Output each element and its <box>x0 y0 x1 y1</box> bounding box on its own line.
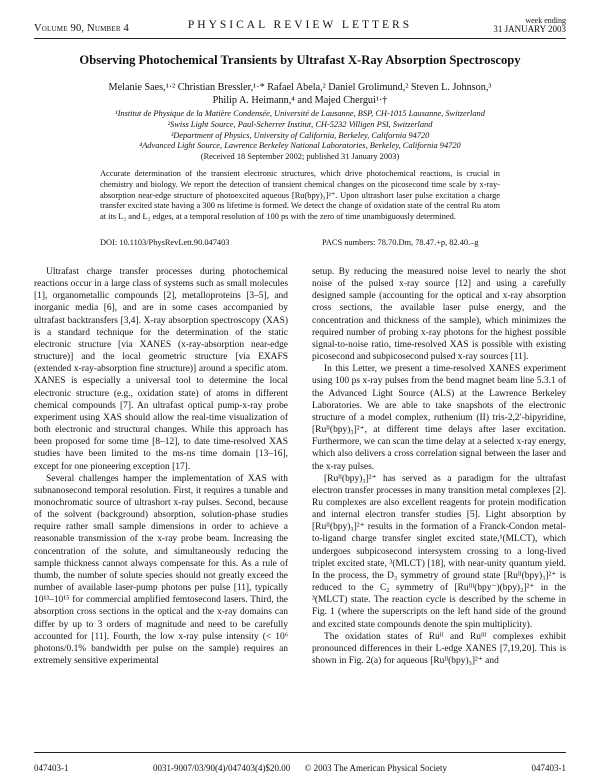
body-column-left <box>34 266 288 667</box>
footer-rule <box>34 752 566 753</box>
issue-date-block <box>493 16 566 34</box>
body-paragraph: Several challenges hamper the implementation of XAS with subnanosecond temporal resolution. First, it requires a tunable and monochromatic source of ultrashort x-ray pulses. Second, because of the solvent (background) absorption, solution-phase studies require rather small sample dimensions in order to achieve a reasonable transmission of the x-ray probe beam. Increasing the concentration of the solute, and simultaneously reducing the sample thickness cannot always compensate for this. As a rule of thumb, the number of solute species should not greatly exceed the number of available laser-pump photons per pulse [11], typically 10¹³–10¹⁵ for commercial amplified femtosecond lasers. Third, the absorption cross sections in the optical and the x-ray domains can differ by up to 3 orders of magnitude and need to be carefully accounted for [11]. Fourth, the low x-ray pulse intensity (< 10⁶ photons/0.1% bandwidth per pulse on the sample) requires an extremely sensitive experimental <box>34 473 288 666</box>
author-list <box>34 81 566 107</box>
footer-center <box>0 763 600 773</box>
header-rule <box>34 38 566 39</box>
page-number-right: 047403-1 <box>531 763 566 773</box>
received-date: (Received 18 September 2002; published 31 January 2003) <box>200 152 400 162</box>
abstract: Accurate determination of the transient electronic structures, which drive photochemical reactions, is crucial in chemistry and biology. We report the detection of transient chemical changes on the picosecond time scale by x-ray-absorption near-edge structure of photoexcited aqueous [Ru(bpy)₃]²⁺. Upon ultrashort laser pulse excitation a charge transfer excited state having a 300 ns lifetime is formed. We detect the change of oxidation state of the central Ru atom at its L₃ and L₂ edges, at a temporal resolution of 100 ps with the zero of time unambiguously determined. <box>100 169 500 222</box>
body-paragraph: In this Letter, we present a time-resolved XANES experiment using 100 ps x-ray pulses from the bend magnet beam line 5.3.1 of the Advanced Light Source (ALS) at the Lawrence Berkeley Laboratories. We are able to take snapshots of the electronic structure of a model complex, ruthenium (II) tris-2,2′-bipyridine, [Ruᴵᴵ(bpy)₃]²⁺, at different time delays after laser excitation. Furthermore, we can scan the time delay at a selected x-ray energy, which also delivers a cross correlation signal between the laser and the x-ray pulses. <box>312 364 566 472</box>
body-paragraph: Ultrafast charge transfer processes during photochemical reactions occur in a large class of systems such as small molecules [1], organometallic compounds [2], metalloproteins [3–5], and inorganic media [6], and are in some cases accompanied by ultrafast backtransfers [3,4]. X-ray absorption spectroscopy (XAS) is a standard technique for the determination of the static electronic structure [via XANES (x-ray-absorption near-edge structure)] and the local geometric structure [via EXAFS (extended x-ray-absorption fine structure)] around a specific atom. XANES is especially a universal tool to determine the local electronic structure (e.g., oxidation state) of atoms in different chemical compounds [7]. An ultrafast optical pump-x-ray probe experiment using XAS should allow the real-time visualization of both electronic and structural changes. While this approach has been proposed for some time [8–12], to date time-resolved XAS studies have been limited to the ms-ns time domain [13–16], except for one pioneering exception [17]. <box>34 267 288 472</box>
paper-title: Observing Photochemical Transients by Ultrafast X-Ray Absorption Spectroscopy <box>79 53 521 67</box>
article-code: 0031-9007/03/90(4)/047403(4)$20.00 <box>153 763 291 773</box>
pacs-numbers: PACS numbers: 78.70.Dm, 78.47.+p, 82.40.–g <box>322 238 479 247</box>
affiliations <box>34 109 566 163</box>
author-line: Philip A. Heimann,⁴ and Majed Chergui¹·† <box>212 95 388 106</box>
issue-date: 31 JANUARY 2003 <box>493 24 566 34</box>
affiliation: ²Swiss Light Source, Paul-Scherrer Institut, CH-5232 Villigen PSI, Switzerland <box>167 119 433 129</box>
page-number-left: 047403-1 <box>34 763 69 773</box>
body-paragraph: setup. By reducing the measured noise level to nearly the shot noise of the pulsed x-ray source [12] and using a carefully designed sample (accounting for the optical and x-ray absorption cross sections, the available laser pulse energy, and the concentration and thickness of the sample), which minimizes the required number of probing x-ray photons for the highest possible signal-to-noise ratio, time-resolved XAS is possible with existing picosecond and subpicosecond pulsed x-ray sources [11]. <box>312 267 566 363</box>
affiliation: ³Department of Physics, University of California, Berkeley, California 94720 <box>170 130 430 140</box>
journal-name: PHYSICAL REVIEW LETTERS <box>187 19 413 31</box>
copyright: © 2003 The American Physical Society <box>304 763 447 773</box>
body-paragraph: The oxidation states of Ruᴵᴵ and Ruᴵᴵᴵ complexes exhibit pronounced differences in their L-edge XANES [7,19,20]. This is shown in Fig. 2(a) for aqueous [Ruᴵᴵ(bpy)₃]²⁺ and <box>312 631 566 666</box>
body-column-right <box>312 266 566 667</box>
body-paragraph: [Ruᴵᴵ(bpy)₃]²⁺ has served as a paradigm for the ultrafast electron transfer processes in many transition metal complexes [2]. Ru complexes are also excellent reagents for protein modification and internal electron transfer studies [5]. Light absorption by [Ruᴵᴵ(bpy)₃]²⁺ results in the formation of a Franck-Condon metal-to-ligand charge transfer singlet excited state,¹(MLCT), which undergoes subpicosecond intersystem crossing to a long-lived triplet excited state, ³(MLCT) [18], with near-unity quantum yield. In the process, the D₃ symmetry of ground state [Ruᴵᴵ(bpy)₃]²⁺ is reduced to the C₂ symmetry of [Ruᴵᴵᴵ(bpy⁻)(bpy)₂]²⁺ in the ³(MLCT) state. The reaction cycle is described by the scheme in Fig. 1 (where the superscripts on the left hand side of the ground and excited state compounds denote the spin multiplicity). <box>312 473 566 630</box>
week-ending-label: week ending <box>525 16 566 25</box>
author-line: Melanie Saes,¹·² Christian Bressler,¹·* Rafael Abela,² Daniel Grolimund,² Steven L. Johnson,³ <box>108 82 492 93</box>
volume-label: Volume 90, Number 4 <box>34 23 129 34</box>
affiliation: ⁴Advanced Light Source, Lawrence Berkeley National Laboratories, Berkeley, California 94720 <box>139 141 461 151</box>
doi-link[interactable]: DOI: 10.1103/PhysRevLett.90.047403 <box>100 238 230 247</box>
affiliation: ¹Institut de Physique de la Matière Condensée, Université de Lausanne, BSP, CH-1015 Lausanne, Switzerland <box>115 109 485 118</box>
